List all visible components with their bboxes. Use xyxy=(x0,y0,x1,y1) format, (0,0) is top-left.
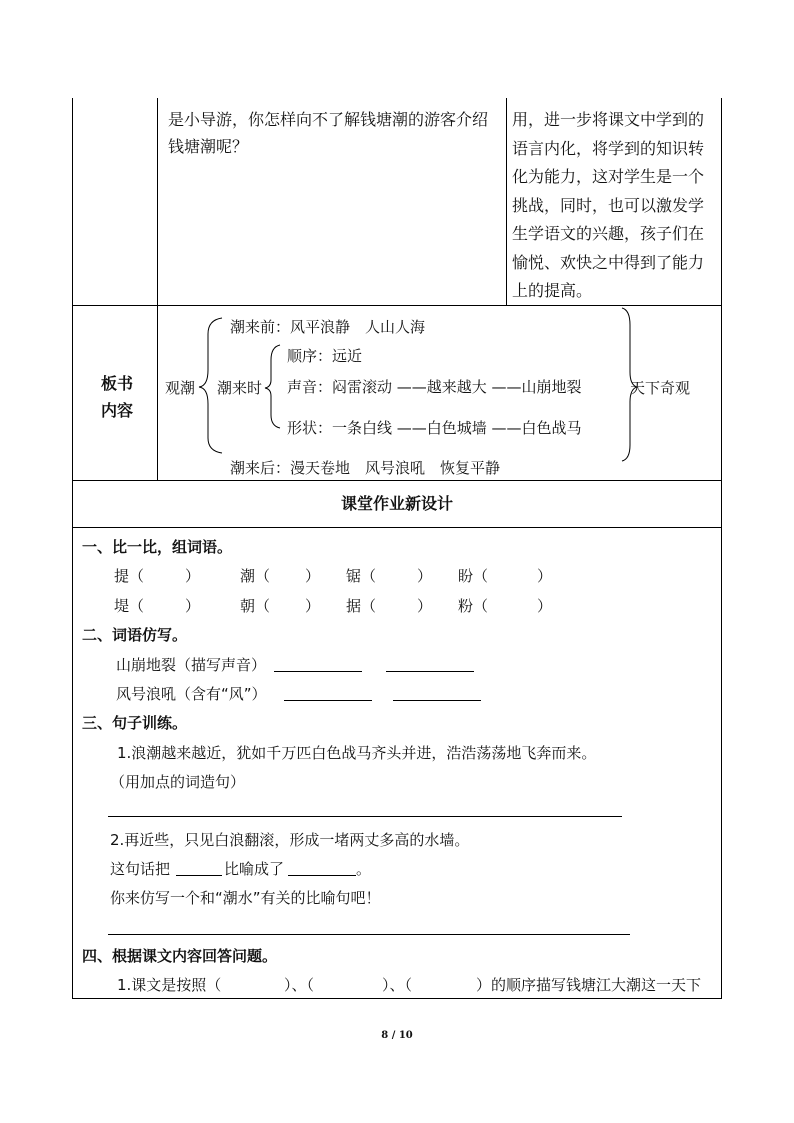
intent-text-line: 语言内化，将学到的知识转 xyxy=(512,139,705,158)
compare-item: ） xyxy=(537,567,553,585)
board-sound: 声音：闷雷滚动 ——越来越大 ——山崩地裂 xyxy=(287,378,582,396)
compare-item: 盼（ xyxy=(458,567,489,585)
compare-item: ） xyxy=(305,597,321,615)
sentence-q2-b: 比喻成了 xyxy=(224,860,285,878)
compare-item: 锯（ xyxy=(346,567,377,585)
compare-item: ） xyxy=(417,567,433,585)
intent-text-line: 化为能力，这对学生是一个 xyxy=(512,167,705,186)
compare-item: ） xyxy=(537,597,553,615)
sentence-q2-d: 你来仿写一个和“潮水”有关的比喻句吧！ xyxy=(110,889,381,907)
sentence-q2: 2.再近些，只见白浪翻滚，形成一堵两丈多高的水墙。 xyxy=(110,831,470,849)
answer-q1-part: 1.课文是按照（ xyxy=(117,976,222,994)
intent-text-line: 生学语文的兴趣，孩子们在 xyxy=(512,224,705,243)
answer-q1-part: ）的顺序描写钱塘江大潮这一天下 xyxy=(476,976,702,994)
answer-q1-part: ）、（ xyxy=(284,976,315,994)
imitate-line-2: 风号浪吼（含有“风”） xyxy=(116,685,267,703)
sentence-q2-c: 。 xyxy=(356,860,372,878)
intent-text-line: 愉悦、欢快之中得到了能力 xyxy=(512,253,705,272)
intent-text-line: 上的提高。 xyxy=(512,281,593,300)
compare-item: 提（ xyxy=(114,567,145,585)
board-label: 内容 xyxy=(101,401,134,420)
compare-item: ） xyxy=(305,567,321,585)
board-shape: 形状：一条白线 ——白色城墙 ——白色战马 xyxy=(287,419,582,437)
board-root: 观潮 xyxy=(165,379,196,397)
answer-blank xyxy=(393,700,481,701)
answer-blank xyxy=(288,875,356,876)
board-after: 潮来后：漫天卷地 风号浪吼 恢复平静 xyxy=(230,459,501,477)
compare-item: ） xyxy=(417,597,433,615)
compare-item: 堤（ xyxy=(114,597,145,615)
section-3-heading: 三、句子训练。 xyxy=(82,714,188,732)
answer-blank xyxy=(284,700,372,701)
sentence-q1: 1.浪潮越来越近，犹如千万匹白色战马齐头并进，浩浩荡荡地飞奔而来。 xyxy=(117,744,597,762)
method-text-line: 是小导游，你怎样向不了解钱塘潮的游客介绍 xyxy=(168,110,489,129)
compare-item: ） xyxy=(185,567,201,585)
answer-line xyxy=(108,934,630,935)
imitate-line-1: 山崩地裂（描写声音） xyxy=(116,656,267,674)
board-conclusion: 天下奇观 xyxy=(630,379,691,397)
sentence-q2-a: 这句话把 xyxy=(110,860,171,878)
compare-item: 据（ xyxy=(346,597,377,615)
answer-blank xyxy=(274,671,362,672)
intent-text-line: 挑战，同时，也可以激发学 xyxy=(512,196,705,215)
answer-line xyxy=(108,816,622,817)
answer-q1-part: ）、（ xyxy=(382,976,413,994)
answer-blank xyxy=(176,875,222,876)
board-order: 顺序：远近 xyxy=(287,347,363,365)
compare-item: 粉（ xyxy=(458,597,489,615)
section-1-heading: 一、比一比，组词语。 xyxy=(82,538,233,556)
section-4-heading: 四、根据课文内容回答问题。 xyxy=(82,947,278,965)
intent-text-line: 用，进一步将课文中学到的 xyxy=(512,110,705,129)
board-label: 板书 xyxy=(101,374,134,393)
page-number: 8 / 10 xyxy=(381,1030,413,1041)
answer-blank xyxy=(386,671,474,672)
compare-item: ） xyxy=(185,597,201,615)
method-text-line: 钱塘潮呢？ xyxy=(168,137,249,156)
board-before: 潮来前：风平浪静 人山人海 xyxy=(230,318,426,336)
board-during: 潮来时 xyxy=(217,379,263,397)
section-2-heading: 二、词语仿写。 xyxy=(82,626,188,644)
compare-item: 朝（ xyxy=(240,597,271,615)
compare-item: 潮（ xyxy=(240,567,271,585)
homework-title: 课堂作业新设计 xyxy=(340,494,453,513)
sentence-q1-note: （用加点的词造句） xyxy=(110,773,246,791)
